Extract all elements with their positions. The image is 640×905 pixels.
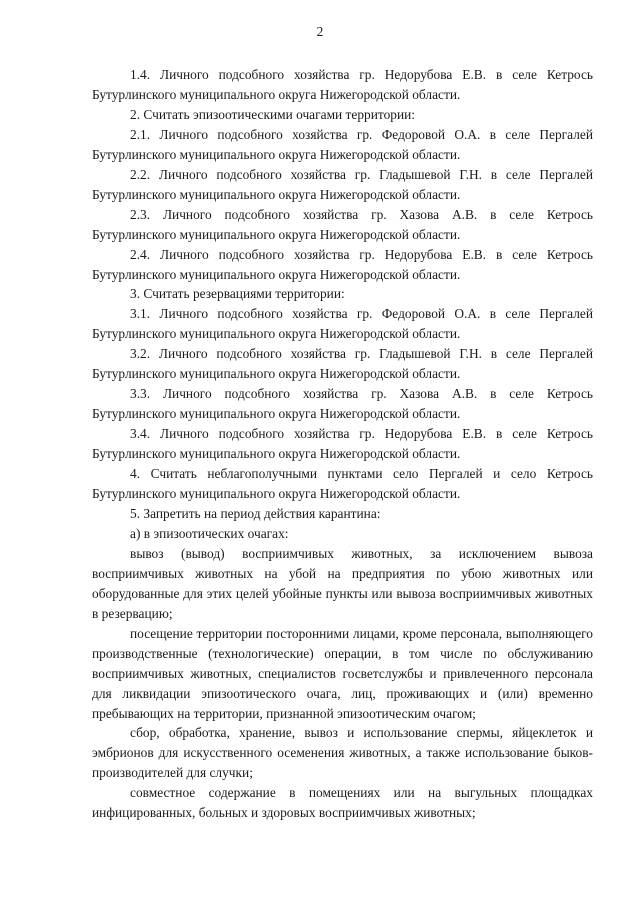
paragraph-3: 3. Считать резервациями территории: — [130, 286, 345, 302]
paragraph-2-3: 2.3. Личного подсобного хозяйства гр. Хазова А.В. в селе Кетрось Бутурлинского муниципального округа Нижегородской области. — [92, 206, 593, 242]
paragraph-3-1: 3.1. Личного подсобного хозяйства гр. Федоровой О.А. в селе Пергалей Бутурлинского муниципального округа Нижегородской области. — [92, 306, 593, 342]
paragraph-2-2: 2.2. Личного подсобного хозяйства гр. Гладышевой Г.Н. в селе Пергалей Бутурлинского муниципального округа Нижегородской области. — [92, 166, 593, 202]
paragraph-3-3: 3.3. Личного подсобного хозяйства гр. Хазова А.В. в селе Кетрось Бутурлинского муниципального округа Нижегородской области. — [92, 386, 593, 422]
page-number: 2 — [316, 24, 324, 39]
paragraph-3-4: 3.4. Личного подсобного хозяйства гр. Недорубова Е.В. в селе Кетрось Бутурлинского муниципального округа Нижегородской области. — [92, 426, 593, 462]
paragraph-export-ban: вывоз (вывод) восприимчивых животных, за исключением вывоза восприимчивых животных на убой на предприятия по убою животных или оборудованные для этих целей убойные пункты или вывоза восприимчивых животных в резервацию; — [92, 545, 593, 621]
paragraph-visit-ban: посещение территории посторонними лицами, кроме персонала, выполняющего производственные (технологические) операции, в том числе по обслуживанию восприимчивых животных, специалистов госветслужбы и привлеченного персонала для ликвидации эпизоотического очага, лиц, проживающих и (или) временно пребывающих на территории, признанной эпизоотическим очагом; — [92, 625, 593, 721]
paragraph-3-2: 3.2. Личного подсобного хозяйства гр. Гладышевой Г.Н. в селе Пергалей Бутурлинского муниципального округа Нижегородской области. — [92, 346, 593, 382]
paragraph-2-1: 2.1. Личного подсобного хозяйства гр. Федоровой О.А. в селе Пергалей Бутурлинского муниципального округа Нижегородской области. — [92, 126, 593, 162]
paragraph-2: 2. Считать эпизоотическими очагами территории: — [130, 106, 416, 122]
paragraph-5-a: а) в эпизоотических очагах: — [130, 525, 289, 541]
paragraph-sperm-ban: сбор, обработка, хранение, вывоз и использование спермы, яйцеклеток и эмбрионов для искусственного осеменения животных, а также использование быков-производителей для случки; — [92, 725, 593, 781]
paragraph-4: 4. Считать неблагополучными пунктами село Пергалей и село Кетрось Бутурлинского муниципального округа Нижегородской области. — [92, 466, 593, 502]
paragraph-cohousing-ban: совместное содержание в помещениях или на выгульных площадках инфицированных, больных и здоровых восприимчивых животных; — [92, 785, 593, 821]
paragraph-2-4: 2.4. Личного подсобного хозяйства гр. Недорубова Е.В. в селе Кетрось Бутурлинского муниципального округа Нижегородской области. — [92, 246, 593, 282]
paragraph-5: 5. Запретить на период действия карантина: — [130, 505, 381, 521]
paragraph-1-4: 1.4. Личного подсобного хозяйства гр. Недорубова Е.В. в селе Кетрось Бутурлинского муниципального округа Нижегородской области. — [92, 67, 593, 102]
document-body — [92, 65, 593, 823]
